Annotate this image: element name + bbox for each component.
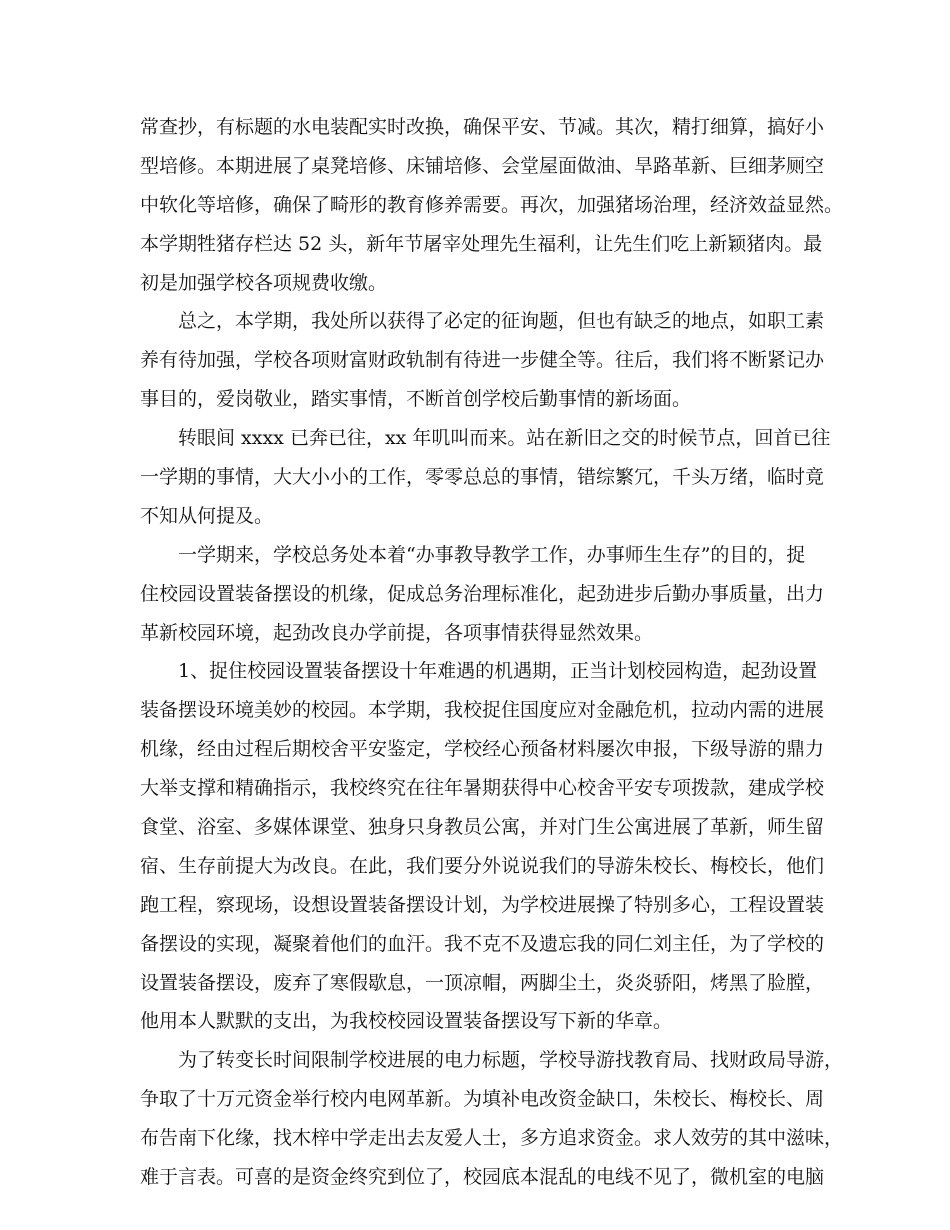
text-line: 型培修。本期进展了桌凳培修、床铺培修、会堂屋面做油、旱路革新、巨细茅厕空 <box>140 154 825 177</box>
paragraph-start-line: 为了转变长时间限制学校进展的电力标题，学校导游找教育局、找财政局导游， <box>178 1049 844 1072</box>
text-line: 布告南下化缘，找木梓中学走出去友爱人士，多方追求资金。求人效劳的其中滋味， <box>140 1127 844 1150</box>
paragraph-start-line: 总之，本学期，我处所以获得了必定的征询题，但也有缺乏的地点，如职工素 <box>178 310 825 333</box>
text-line: 本学期牲猪存栏达 52 头，新年节屠宰处理先生福利，让先生们吃上新颖猪肉。最 <box>140 232 823 255</box>
text-line: 中软化等培修，确保了畸形的教育修养需要。再次，加强猪场治理，经济效益显然。 <box>140 193 844 216</box>
paragraph-start-line: 1、捉住校园设置装备摆设十年难遇的机遇期，正当计划校园构造，起劲设置 <box>178 660 818 683</box>
text-line: 争取了十万元资金举行校内电网革新。为填补电改资金缺口，朱校长、梅校长、周 <box>140 1088 825 1111</box>
text-line: 宿、生存前提大为改良。在此，我们要分外说说我们的导游朱校长、梅校长，他们 <box>140 854 825 877</box>
text-line: 养有待加强，学校各项财富财政轨制有待进一步健全等。往后，我们将不断紧记办 <box>140 349 825 372</box>
text-line: 备摆设的实现，凝聚着他们的血汗。我不克不及遗忘我的同仁刘主任，为了学校的 <box>140 932 825 955</box>
paragraph-start-line: 转眼间 xxxx 已奔已往，xx 年叽叫而来。站在新旧之交的时候节点，回首已往 <box>178 427 831 450</box>
document-body <box>140 108 844 1197</box>
text-line: 机缘，经由过程后期校舍平安鉴定，学校经心预备材料屡次申报，下级导游的鼎力 <box>140 738 825 761</box>
text-line: 初是加强学校各项规费收缴。 <box>140 271 388 294</box>
text-line: 常查抄，有标题的水电装配实时改换，确保平安、节减。其次，精打细算，搞好小 <box>140 116 825 138</box>
text-line: 设置装备摆设，废弃了寒假歇息，一顶凉帽，两脚尘土，炎炎骄阳，烤黑了脸膛， <box>140 971 825 994</box>
text-line: 事目的，爱岗敬业，踏实事情，不断首创学校后勤事情的新场面。 <box>140 388 692 411</box>
text-line: 他用本人默默的支出，为我校校园设置装备摆设写下新的华章。 <box>140 1010 673 1033</box>
text-line: 不知从何提及。 <box>140 504 274 527</box>
text-line: 难于言表。可喜的是资金终究到位了，校园底本混乱的电线不见了，微机室的电脑 <box>140 1166 825 1189</box>
text-line: 装备摆设环境美妙的校园。本学期，我校捉住国度应对金融危机，拉动内需的进展 <box>140 699 825 722</box>
text-line: 跑工程，察现场，设想设置装备摆设计划，为学校进展操了特别多心，工程设置装 <box>140 893 825 916</box>
text-line: 大举支撑和精确指示，我校终究在往年暑期获得中心校舍平安专项拨款，建成学校 <box>140 777 825 800</box>
text-line: 革新校园环境，起劲改良办学前提，各项事情获得显然效果。 <box>140 621 654 644</box>
text-line: 一学期的事情，大大小小的工作，零零总总的事情，错综繁冗，千头万绪，临时竟 <box>140 466 825 489</box>
text-line: 食堂、浴室、多媒体课堂、独身只身教员公寓，并对门生公寓进展了革新，师生留 <box>140 816 825 839</box>
text-line: 住校园设置装备摆设的机缘，促成总务治理标准化，起劲进步后勤办事质量，出力 <box>140 582 825 605</box>
paragraph-start-line: 一学期来，学校总务处本着“办事教导教学工作，办事师生生存”的目的，捉 <box>178 543 806 566</box>
